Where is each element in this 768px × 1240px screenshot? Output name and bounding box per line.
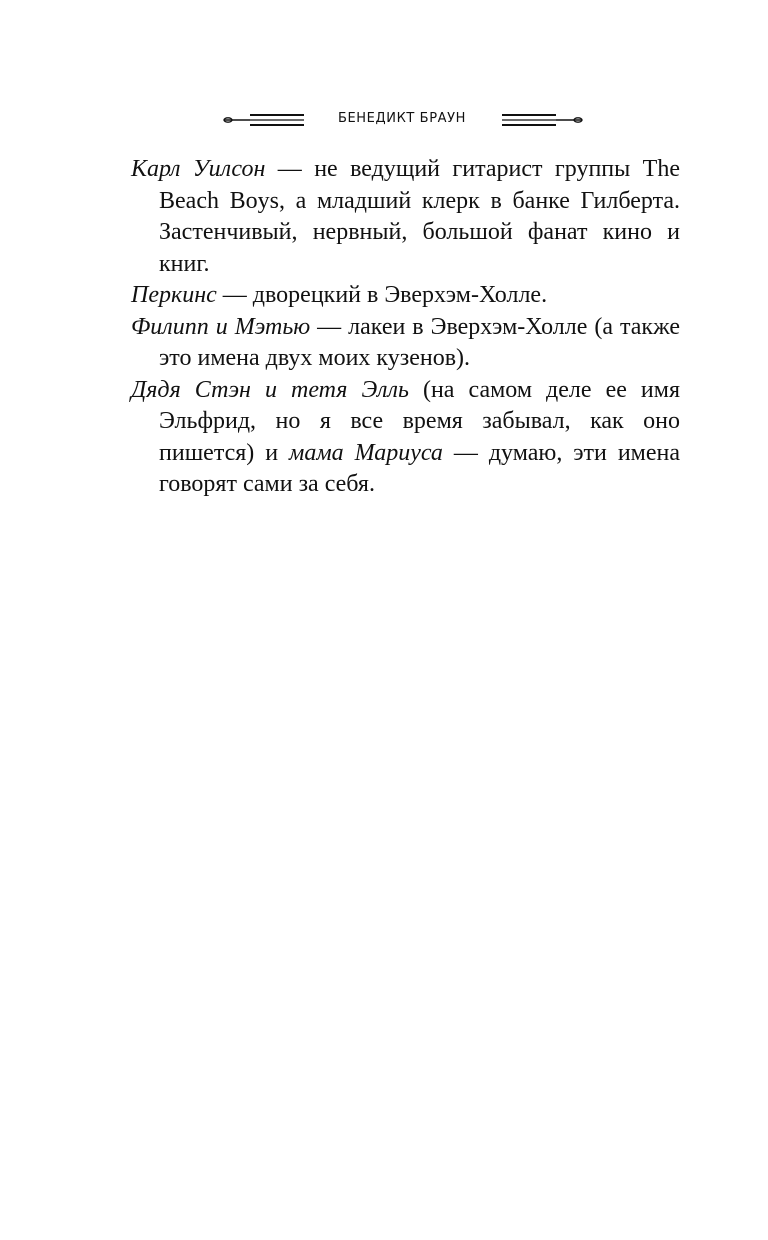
entry-text-secondary: — думаю, эти имена говорят сами за себя. (159, 439, 681, 497)
entry-uncle-stan-aunt-ell (131, 375, 680, 501)
character-list (131, 154, 680, 501)
entry-text: — лакеи в Эверхэм-Холле (а также это имена двух моих кузенов). (159, 313, 680, 371)
entry-name: Перкинс (131, 282, 217, 308)
entry-name: Карл Уилсон (131, 156, 266, 182)
entry-text: — дворецкий в Эверхэм-Холле. (216, 282, 548, 308)
entry-name: Дядя Стэн и тетя Элль (131, 376, 409, 403)
entry-name: Филипп и Мэтью (131, 313, 311, 340)
entry-perkins (131, 280, 680, 312)
entry-philip-and-matthew (131, 312, 680, 375)
entry-text: (на самом деле ее имя Эльфрид, но я все время забывал, как оно пишется) и (159, 376, 681, 466)
entry-text: — не ведущий гитарист группы The Beach Boys, а младший клерк в банке Гилберта. Застенчивый, нервный, большой фанат кино и книг. (159, 156, 680, 277)
running-title: БЕНЕДИКТ БРАУН (337, 111, 467, 126)
header-ornament-right-icon (502, 108, 586, 130)
entry-karl-wilson (131, 154, 680, 280)
running-header (0, 108, 768, 130)
entry-name-secondary: мама Мариуса (289, 439, 443, 466)
header-ornament-left-icon (220, 108, 304, 130)
